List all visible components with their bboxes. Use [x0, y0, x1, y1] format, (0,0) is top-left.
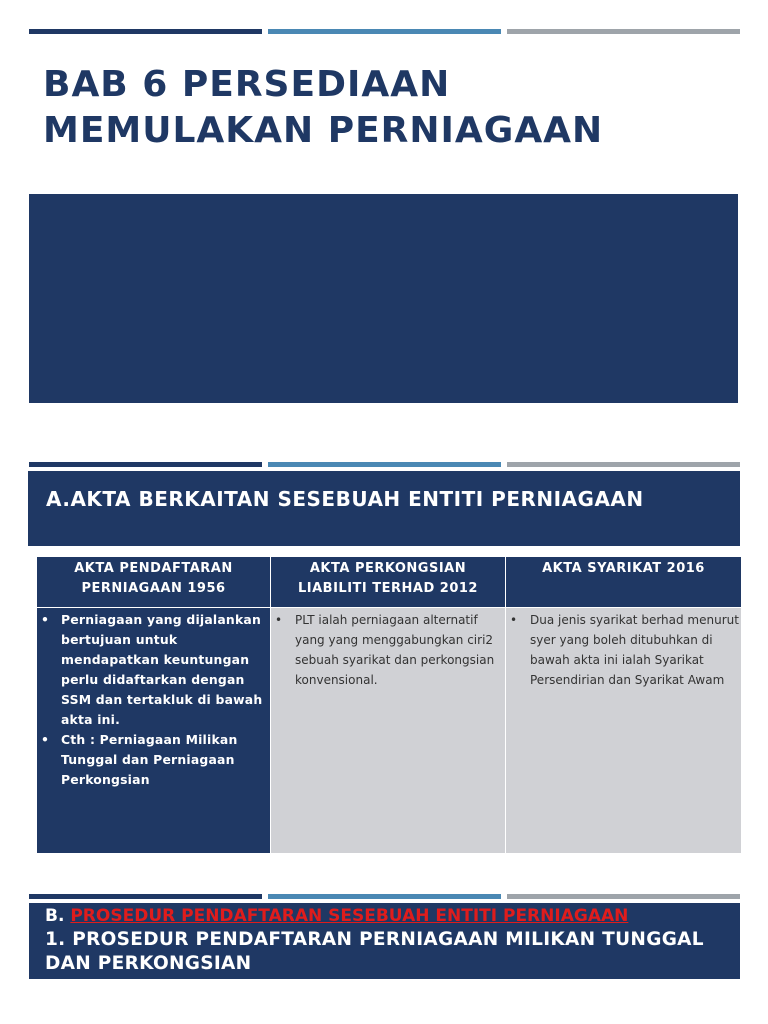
- stripe-navy: [29, 894, 262, 899]
- table-row: [37, 608, 742, 854]
- slide-title: BAB 6 PERSEDIAAN MEMULAKAN PERNIAGAAN: [43, 64, 604, 151]
- stripe-blue: [268, 29, 501, 34]
- section-a-title: A.AKTA BERKAITAN SESEBUAH ENTITI PERNIAGAAN: [46, 487, 644, 511]
- stripe-gray: [507, 894, 740, 899]
- list-item: • Dua jenis syarikat berhad menurut syer yang boleh ditubuhkan di bawah akta ini ialah Syarikat Persendirian dan Syarikat Awam: [530, 610, 739, 690]
- section-b-subheading: 1. PROSEDUR PENDAFTARAN PERNIAGAAN MILIKAN TUNGGAL DAN PERKONGSIAN: [45, 929, 704, 974]
- stripe-navy: [29, 462, 262, 467]
- section-b-heading: [45, 906, 628, 926]
- section-b-prefix: B.: [45, 906, 65, 926]
- section-b-decor-stripes: [29, 894, 740, 899]
- list-item: • Perniagaan yang dijalankan bertujuan untuk mendapatkan keuntungan perlu didaftarkan dengan SSM dan tertakluk di bawah akta ini.: [61, 610, 268, 730]
- section-a-decor-stripes: [29, 462, 740, 467]
- cell-pendaftaran: [37, 608, 271, 854]
- header-akta-perkongsian: AKTA PERKONGSIAN LIABILITI TERHAD 2012: [271, 557, 506, 608]
- stripe-gray: [507, 29, 740, 34]
- section-b-header: [29, 903, 740, 979]
- bullet-list: [506, 610, 739, 690]
- stripe-gray: [507, 462, 740, 467]
- bullet-list: [37, 610, 268, 790]
- list-item: • Cth : Perniagaan Milikan Tunggal dan Perniagaan Perkongsian: [61, 730, 268, 790]
- section-a-header: [28, 471, 740, 546]
- stripe-blue: [268, 462, 501, 467]
- acts-table: [36, 556, 742, 854]
- content-placeholder-block: [29, 194, 738, 403]
- stripe-navy: [29, 29, 262, 34]
- bullet-list: [271, 610, 503, 690]
- section-b-red-heading: PROSEDUR PENDAFTARAN SESEBUAH ENTITI PERNIAGAAN: [70, 906, 629, 926]
- top-decor-stripes: [29, 29, 740, 34]
- list-item: • PLT ialah perniagaan alternatif yang yang menggabungkan ciri2 sebuah syarikat dan perkongsian konvensional.: [295, 610, 503, 690]
- cell-perkongsian: [271, 608, 506, 854]
- cell-syarikat: [506, 608, 742, 854]
- header-akta-syarikat: AKTA SYARIKAT 2016: [506, 557, 742, 608]
- table-header-row: [37, 557, 742, 608]
- stripe-blue: [268, 894, 501, 899]
- header-akta-pendaftaran: AKTA PENDAFTARAN PERNIAGAAN 1956: [37, 557, 271, 608]
